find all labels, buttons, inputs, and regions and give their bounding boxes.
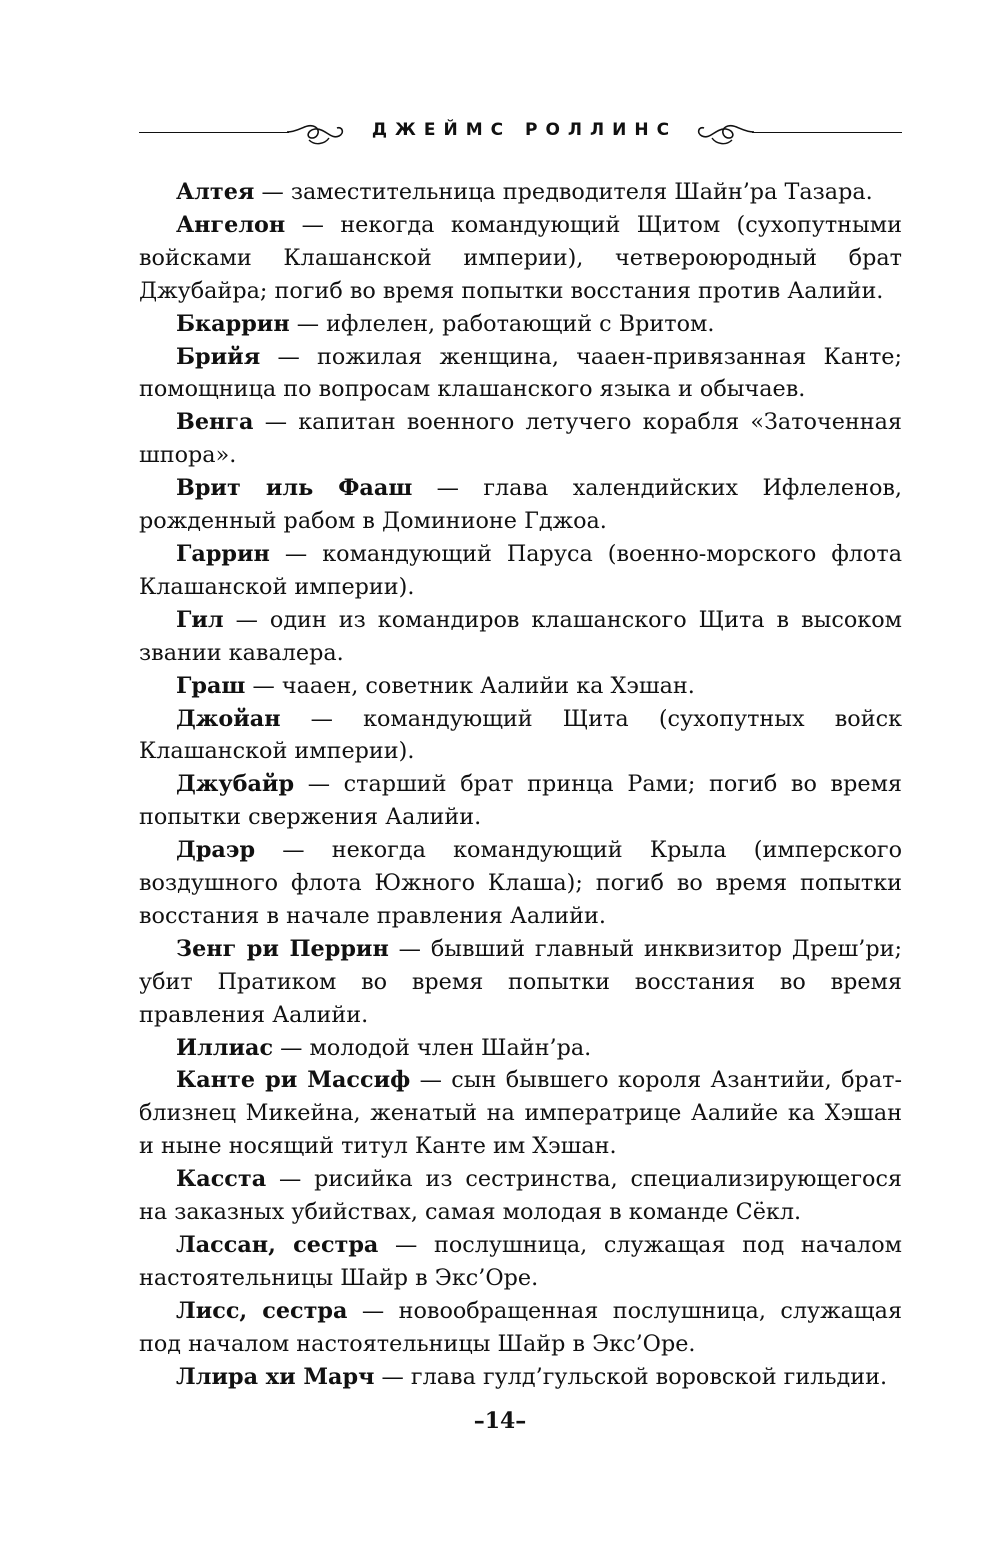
- entry-name: Граш: [176, 672, 246, 699]
- entry-description: — глава халендийских Ифлеленов, рожденный рабом в Доминионе Гджоа.: [139, 475, 903, 535]
- glossary-entry: [139, 176, 902, 209]
- header-rule-right: [752, 132, 902, 133]
- glossary-entry: [139, 308, 902, 341]
- entry-name: Венга: [176, 409, 254, 436]
- entry-name: Касста: [176, 1166, 267, 1193]
- glossary-entry: [139, 341, 902, 407]
- glossary-entry: [139, 1229, 902, 1295]
- entry-name: Ллира хи Марч: [176, 1363, 375, 1390]
- entry-name: Гаррин: [176, 540, 270, 567]
- entry-name: Гил: [176, 606, 224, 633]
- entry-name: Лассан, сестра: [176, 1232, 379, 1258]
- entry-description: — один из командиров клашанского Щита в высоком звании кавалера.: [139, 606, 902, 666]
- entry-name: Зенг ри Перрин: [176, 935, 389, 962]
- glossary-entry: [139, 834, 902, 933]
- entry-name: Джубайр: [176, 771, 295, 798]
- entry-description: — некогда командующий Крыла (имперского воздушного флота Южного Клаша); погиб во время попытки восстания в начале правления Аалийи.: [139, 837, 902, 929]
- glossary-text: [139, 176, 902, 1394]
- entry-name: Канте ри Массиф: [176, 1067, 411, 1094]
- entry-name: Брийя: [176, 343, 261, 370]
- entry-description: — старший брат принца Рами; погиб во время попытки свержения Аалийи.: [139, 771, 902, 831]
- entry-name: Бкаррин: [176, 310, 290, 337]
- glossary-entry: [139, 406, 902, 472]
- entry-description: — сын бывшего короля Азантийи, брат-близнец Микейна, женатый на императрице Аалийе ка Хэшан и ныне носящий титул Канте им Хэшан.: [139, 1067, 902, 1160]
- glossary-entry: [139, 768, 902, 834]
- entry-name: Ангелон: [176, 211, 286, 238]
- glossary-entry: [139, 1032, 902, 1065]
- glossary-entry: [139, 1064, 902, 1163]
- glossary-entry: [139, 933, 902, 1032]
- entry-description: — заместительница предводителя Шайн’ра Тазара.: [254, 179, 873, 205]
- entry-name: Алтея: [176, 179, 255, 205]
- entry-name: Лисс, сестра: [176, 1297, 348, 1324]
- glossary-entry: [139, 703, 902, 769]
- entry-description: — командующий Паруса (военно-морского флота Клашанской империи).: [139, 540, 902, 600]
- glossary-entry: [139, 1163, 902, 1229]
- entry-description: — чааен, советник Аалийи ка Хэшан.: [245, 672, 695, 699]
- glossary-entry: [139, 670, 902, 703]
- entry-description: — командующий Щита (сухопутных войск Клашанской империи).: [139, 705, 902, 765]
- entry-description: — послушница, служащая под началом настоятельницы Шайр в Экс’Оре.: [139, 1232, 902, 1291]
- scroll-flourish-icon: [694, 118, 756, 148]
- entry-name: Джойан: [176, 705, 281, 732]
- entry-description: — бывший главный инквизитор Дреш’ри; убит Пратиком во время попытки восстания во время правления Аалийи.: [139, 935, 902, 1028]
- glossary-entry: [139, 209, 902, 308]
- running-head-author: ДЖЕЙМС РОЛЛИНС: [371, 120, 678, 140]
- entry-description: — капитан военного летучего корабля «Заточенная шпора».: [139, 409, 902, 469]
- glossary-entry: [139, 538, 902, 604]
- page-number: –14–: [473, 1408, 527, 1434]
- entry-description: — рисийка из сестринства, специализирующегося на заказных убийствах, самая молодая в команде Сёкл.: [139, 1166, 902, 1226]
- entry-description: — пожилая женщина, чааен-привязанная Канте; помощница по вопросам клашанского языка и обычаев.: [139, 343, 902, 403]
- entry-description: — некогда командующий Щитом (сухопутными войсками Клашанской империи), четвероюродный брат Джубайра; погиб во время попытки восстания против Аалийи.: [139, 211, 902, 304]
- glossary-entry: [139, 472, 902, 538]
- glossary-entry: [139, 1295, 902, 1361]
- running-head: [139, 112, 902, 152]
- glossary-entry: [139, 604, 902, 670]
- entry-name: Драэр: [176, 837, 256, 864]
- entry-description: — глава гулд’гульской воровской гильдии.: [374, 1363, 888, 1390]
- entry-description: — ифлелен, работающий с Вритом.: [289, 310, 715, 337]
- entry-description: — молодой член Шайн’ра.: [273, 1034, 592, 1061]
- entry-name: Врит иль Фааш: [176, 475, 413, 502]
- entry-description: — новообращенная послушница, служащая под началом настоятельницы Шайр в Экс’Оре.: [139, 1297, 903, 1357]
- glossary-entry: [139, 1361, 902, 1394]
- entry-name: Иллиас: [176, 1034, 274, 1061]
